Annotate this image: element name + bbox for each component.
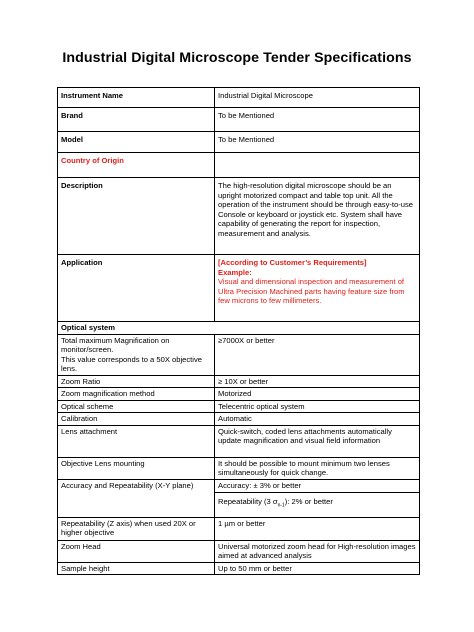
row-label-optical-scheme: Optical scheme xyxy=(58,400,215,413)
repeatability-suffix: ): 2% or better xyxy=(284,496,333,506)
row-label-calibration: Calibration xyxy=(58,413,215,426)
row-value-description: The high-resolution digital microscope should be an upright motorized compact and table top unit. All the operation of the instrument should be through easy-to-use Console or keyboard or joystick etc. System shall have capability of generating the report for inspection, measurement and analysis. xyxy=(215,178,420,255)
table-row xyxy=(58,375,420,388)
row-value-lens-attachment: Quick-switch, coded lens attachments automatically update magnification and visual field information xyxy=(215,425,420,457)
row-label-repeatability-z: Repeatability (Z axis) when used 20X or higher objective xyxy=(58,517,215,540)
row-label-application: Application xyxy=(58,255,215,322)
row-label-objective-mounting: Objective Lens mounting xyxy=(58,457,215,479)
row-label-zoom-ratio: Zoom Ratio xyxy=(58,375,215,388)
row-label-country-of-origin: Country of Origin xyxy=(58,153,215,178)
repeatability-subscript: n-1 xyxy=(277,502,285,509)
row-value-application xyxy=(215,255,420,322)
row-value-accuracy xyxy=(215,479,420,517)
table-row xyxy=(58,540,420,562)
specification-table xyxy=(57,87,420,575)
row-label-model: Model xyxy=(58,132,215,153)
row-value-country-of-origin xyxy=(215,153,420,178)
table-row xyxy=(58,457,420,479)
table-row xyxy=(58,425,420,457)
row-label-accuracy: Accuracy and Repeatability (X-Y plane) xyxy=(58,479,215,517)
row-value-calibration: Automatic xyxy=(215,413,420,426)
row-value-zoom-method: Motorized xyxy=(215,388,420,401)
document-title: Industrial Digital Microscope Tender Specifications xyxy=(62,50,412,66)
row-value-max-magnification: ≥7000X or better xyxy=(215,334,420,375)
accuracy-value: Accuracy: ± 3% or better xyxy=(218,480,302,490)
table-row xyxy=(58,562,420,575)
table-row xyxy=(58,517,420,540)
row-label-sample-height: Sample height xyxy=(58,562,215,575)
row-label-lens-attachment: Lens attachment xyxy=(58,425,215,457)
table-row xyxy=(58,388,420,401)
table-row xyxy=(58,178,420,255)
application-example-label: Example: xyxy=(218,267,252,277)
row-label-description: Description xyxy=(58,178,215,255)
row-value-model: To be Mentioned xyxy=(215,132,420,153)
table-row xyxy=(58,413,420,426)
row-label-max-magnification: Total maximum Magnification on monitor/screen. This value corresponds to a 50X objective lens. xyxy=(58,334,215,375)
table-row xyxy=(58,132,420,153)
application-heading: [According to Customer’s Requirements] xyxy=(218,258,367,267)
row-label-zoom-method: Zoom magnification method xyxy=(58,388,215,401)
repeatability-prefix: Repeatability (3 σ xyxy=(218,496,278,506)
table-row xyxy=(58,88,420,108)
row-value-zoom-head: Universal motorized zoom head for High-resolution images aimed at advanced analysis xyxy=(215,540,420,562)
row-value-zoom-ratio: ≥ 10X or better xyxy=(215,375,420,388)
row-value-instrument-name: Industrial Digital Microscope xyxy=(215,88,420,108)
application-example-text: Visual and dimensional inspection and measurement of Ultra Precision Machined parts having feature size from few microns to few millimeters. xyxy=(218,277,405,305)
row-label-zoom-head: Zoom Head xyxy=(58,540,215,562)
repeatability-xy-value xyxy=(215,492,419,517)
table-row xyxy=(58,153,420,178)
row-value-optical-scheme: Telecentric optical system xyxy=(215,400,420,413)
row-label-instrument-name: Instrument Name xyxy=(58,88,215,108)
row-value-objective-mounting: It should be possible to mount minimum two lenses simultaneously for quick change. xyxy=(215,457,420,479)
table-row xyxy=(58,334,420,375)
table-row xyxy=(58,479,420,517)
row-label-brand: Brand xyxy=(58,108,215,132)
row-value-repeatability-z: 1 µm or better xyxy=(215,517,420,540)
table-row xyxy=(58,322,420,335)
row-value-sample-height: Up to 50 mm or better xyxy=(215,562,420,575)
table-row xyxy=(58,400,420,413)
row-value-brand: To be Mentioned xyxy=(215,108,420,132)
table-row xyxy=(58,108,420,132)
section-heading-optical-system: Optical system xyxy=(58,322,420,335)
table-row xyxy=(58,255,420,322)
